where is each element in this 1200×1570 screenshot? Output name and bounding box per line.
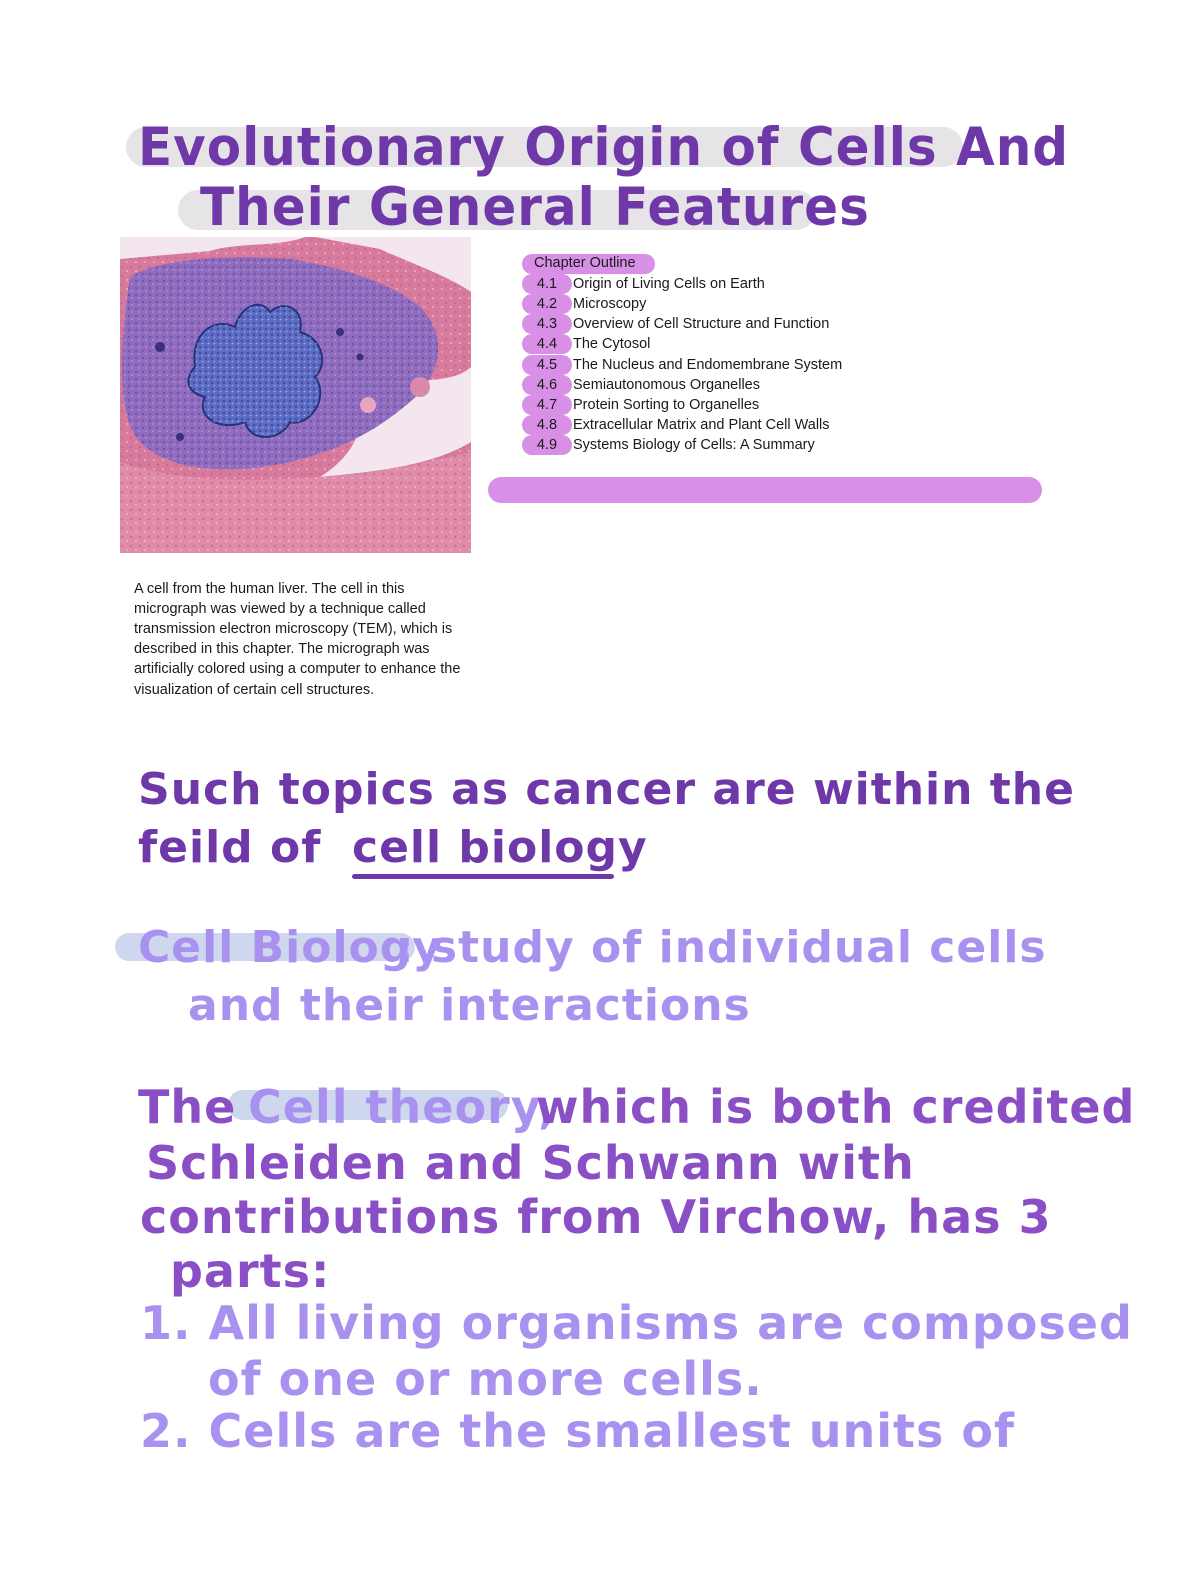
note-theory-line-1-rest: which is both credited [536,1080,1136,1134]
outline-number: 4.5 [522,355,572,375]
outline-number: 4.6 [522,375,572,395]
outline-number: 4.4 [522,334,572,354]
outline-title: Extracellular Matrix and Plant Cell Walls [573,417,830,433]
note-cell-biology-def-1: : study of individual cells [396,922,1047,973]
page-title-line-1: Evolutionary Origin of Cells And [138,116,1070,178]
outline-number: 4.3 [522,314,572,334]
figure-caption: A cell from the human liver. The cell in this micrograph was viewed by a technique called transmission electron microscopy (TEM), which is described in this chapter. The micrograph was artificially colored using a computer to enhance the visualization of certain cell structures. [134,580,461,698]
note-point-2-line-1: 2. Cells are the smallest units of [140,1404,1016,1458]
outline-title: Protein Sorting to Organelles [573,397,760,413]
note-theory-line-2: Schleiden and Schwann with [146,1136,915,1190]
note-theory-the: The [138,1080,237,1134]
outline-title: Systems Biology of Cells: A Summary [573,437,815,453]
note-topics-line-1: Such topics as cancer are within the [138,764,1075,815]
chapter-outline-heading-text: Chapter Outline [534,255,636,271]
outline-number: 4.7 [522,395,572,415]
liver-cell-micrograph [120,237,471,553]
note-point-1-line-2: of one or more cells. [208,1352,763,1406]
note-topics-line-2: feild of [138,822,322,873]
outline-title: Semiautonomous Organelles [573,377,760,393]
page-title-line-2: Their General Features [200,176,870,238]
outline-number: 4.9 [522,435,572,455]
outline-number: 4.2 [522,294,572,314]
outline-title: Overview of Cell Structure and Function [573,316,830,332]
note-cell-biology-term: Cell Biology [138,922,442,973]
note-theory-line-3: contributions from Virchow, has 3 [140,1190,1052,1244]
outline-number: 4.8 [522,415,572,435]
outline-title: Origin of Living Cells on Earth [573,276,765,292]
chapter-outline-heading [522,254,655,274]
cell-biology-underline [352,874,614,879]
outline-number: 4.1 [522,274,572,294]
outline-title: The Nucleus and Endomembrane System [573,357,843,373]
note-topics-term: cell biology [352,822,648,873]
outline-title: The Cytosol [573,336,651,352]
note-point-1-line-1: 1. All living organisms are composed [140,1296,1133,1350]
note-cell-biology-def-2: and their interactions [188,980,751,1031]
outline-title: Microscopy [573,296,647,312]
note-theory-term: Cell theory, [248,1080,557,1134]
note-theory-line-4: parts: [170,1244,331,1298]
outline-divider-highlight [488,477,1042,503]
